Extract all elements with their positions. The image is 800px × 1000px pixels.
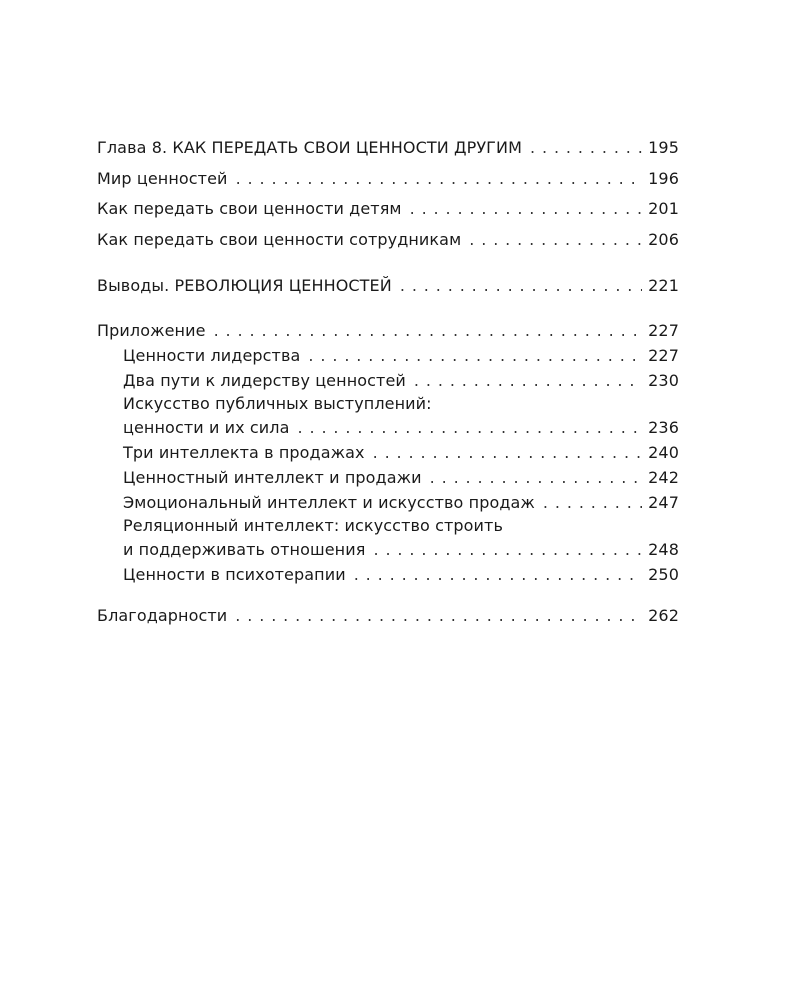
toc-entry-title: Мир ценностей bbox=[97, 168, 228, 188]
toc-entry-chapter-8 bbox=[97, 133, 679, 164]
toc-entry-title: Как передать свои ценности детям bbox=[97, 199, 402, 218]
toc-entry-page: 201 bbox=[648, 199, 679, 218]
toc-entry-title: Три интеллекта в продажах bbox=[123, 442, 365, 462]
dot-leader bbox=[298, 415, 643, 440]
dot-leader bbox=[373, 537, 642, 562]
dot-leader bbox=[543, 490, 642, 515]
dot-leader bbox=[308, 343, 642, 368]
toc-entry-page: 227 bbox=[648, 320, 679, 340]
toc-entry-psychotherapy bbox=[97, 562, 679, 587]
toc-entry-values-to-employees bbox=[97, 225, 679, 256]
toc-entry-page: 195 bbox=[648, 138, 679, 157]
toc-entry-two-paths bbox=[97, 368, 679, 393]
dot-leader bbox=[400, 271, 642, 302]
toc-entry-title: Два пути к лидерству ценностей bbox=[123, 370, 406, 390]
toc-entry-appendix bbox=[97, 318, 679, 343]
toc-entry-title: Выводы. РЕВОЛЮЦИЯ ЦЕННОСТЕЙ bbox=[97, 276, 392, 295]
toc-entry-page: 221 bbox=[648, 276, 679, 295]
toc-entry-title: и поддерживать отношения bbox=[123, 539, 366, 559]
dot-leader bbox=[236, 164, 643, 195]
dot-leader bbox=[373, 440, 643, 465]
toc-entry-title: Ценности лидерства bbox=[123, 345, 301, 365]
section-spacer bbox=[97, 255, 679, 271]
dot-leader bbox=[354, 562, 642, 587]
toc-entry-title: Благодарности bbox=[97, 605, 228, 625]
toc-entry-title: Глава 8. КАК ПЕРЕДАТЬ СВОИ ЦЕННОСТИ ДРУГИМ bbox=[97, 138, 523, 157]
toc-entry-value-intellect bbox=[97, 465, 679, 490]
toc-entry-title: ценности и их сила bbox=[123, 417, 290, 437]
toc-entry-page: 227 bbox=[648, 345, 679, 365]
toc-entry-title: Как передать свои ценности сотрудникам bbox=[97, 229, 462, 249]
toc-entry-page: 248 bbox=[648, 539, 679, 559]
toc-entry-page: 206 bbox=[648, 229, 679, 249]
toc-entry-emotional-intellect bbox=[97, 490, 679, 515]
toc-entry-public-speaking bbox=[97, 415, 679, 440]
toc-entry-title: Эмоциональный интеллект и искусство продаж bbox=[123, 492, 535, 512]
toc-entry-page: 247 bbox=[648, 492, 679, 512]
dot-leader bbox=[430, 465, 643, 490]
toc-entry-title-line: Реляционный интеллект: искусство строить bbox=[123, 515, 503, 535]
toc-entry-title: Приложение bbox=[97, 320, 206, 340]
dot-leader bbox=[414, 368, 642, 393]
toc-entry-acknowledgements bbox=[97, 603, 679, 628]
dot-leader bbox=[235, 603, 642, 628]
dot-leader bbox=[410, 194, 643, 225]
toc-entry-world-of-values bbox=[97, 164, 679, 195]
dot-leader bbox=[469, 225, 642, 256]
toc-entry-values-to-children bbox=[97, 194, 679, 225]
dot-leader bbox=[214, 318, 643, 343]
section-spacer bbox=[97, 587, 679, 603]
toc-entry-title-line: Искусство публичных выступлений: bbox=[123, 393, 432, 413]
toc-entry-leadership-values bbox=[97, 343, 679, 368]
toc-entry-page: 240 bbox=[648, 442, 679, 462]
toc-entry-page: 250 bbox=[648, 564, 679, 584]
toc-entry-page: 230 bbox=[648, 370, 679, 390]
toc-entry-page: 262 bbox=[648, 605, 679, 625]
toc-entry-page: 236 bbox=[648, 417, 679, 437]
toc-entry-page: 196 bbox=[648, 168, 679, 188]
table-of-contents bbox=[97, 133, 679, 628]
toc-entry-page: 242 bbox=[648, 467, 679, 487]
toc-entry-conclusions bbox=[97, 271, 679, 302]
toc-entry-relational-intellect bbox=[97, 537, 679, 562]
toc-entry-three-intellects bbox=[97, 440, 679, 465]
dot-leader bbox=[530, 133, 642, 164]
section-spacer bbox=[97, 302, 679, 318]
toc-entry-title: Ценности в психотерапии bbox=[123, 564, 346, 584]
toc-entry-title: Ценностный интеллект и продажи bbox=[123, 467, 422, 487]
